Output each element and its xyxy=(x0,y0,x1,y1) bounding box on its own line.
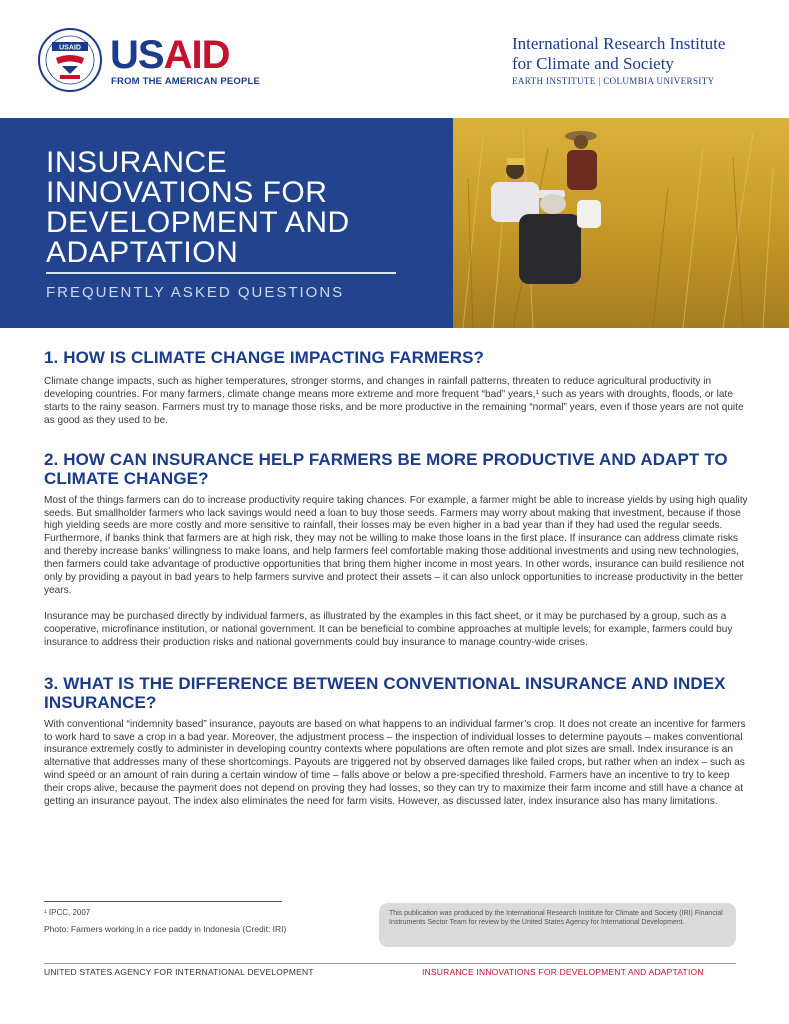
answer-paragraph-3: With conventional “indemnity based” insurance, payouts are based on what happens to an individual farmer’s crop. It does not create an incentive for farmers to work hard to save a crop in a bad year. Moreover, the adjustment process – the inspection of individual losses to determine payouts – makes conventional insurance extremely costly to administer in developing country contexts where populations are often remote and plot sizes are small. Index insurance is an alternative that addresses many of these shortcomings. Payouts are triggered not by observed damages like failed crops, but rather when an index – such as wind speed or an amount of rain during a certain window of time – falls above or below a pre-specified threshold. Farmers have an incentive to try to keep their crops alive, because the payment does not depend on proving they had losses, so they can try to maximize their farm income and still have a chance at getting an insurance payout. The index also eliminates the need for farm visits. However, as discussed later, index insurance also has many limitations. xyxy=(44,718,746,808)
document-title: INSURANCE INNOVATIONS FOR DEVELOPMENT AND ADAPTATION xyxy=(46,146,350,269)
footer-divider xyxy=(44,963,736,964)
answer-paragraph-2b: Insurance may be purchased directly by individual farmers, as illustrated by the examples in this fact sheet, or it may be purchased by a group, such as a cooperative, microfinance institution, or national government. It can be beneficial to combine approaches at multiple levels; for example, farmers could buy insurance to address their production risks and national governments could buy insurance to manage country-wide crises. xyxy=(44,610,733,648)
banner-blue-panel xyxy=(0,118,453,328)
usaid-wordmark xyxy=(110,35,229,75)
iri-logo xyxy=(512,34,762,86)
question-heading-1: 1. HOW IS CLIMATE CHANGE IMPACTING FARMERS? xyxy=(44,348,484,367)
page-header xyxy=(0,0,789,118)
footnote-divider xyxy=(44,901,282,902)
iri-affiliation: EARTH INSTITUTE | COLUMBIA UNIVERSITY xyxy=(512,76,715,86)
question-heading-2: 2. HOW CAN INSURANCE HELP FARMERS BE MORE PRODUCTIVE AND ADAPT TO CLIMATE CHANGE? xyxy=(44,449,728,488)
iri-name-line2: for Climate and Society xyxy=(512,54,674,73)
answer-paragraph-1: Climate change impacts, such as higher temperatures, stronger storms, and changes in rainfall patterns, threaten to reduce agricultural productivity in developing countries. For many farmers, climate change means more extreme and more frequent “bad” years,¹ such as years with droughts, floods, or late starts to the rainy season. Farmers must try to manage those risks, and be more productive in the remaining “normal” years, even if those years are not quite as good as they used to be. xyxy=(44,376,744,426)
main-content xyxy=(44,348,748,809)
usaid-seal-icon xyxy=(38,28,102,92)
seal-text: USAID xyxy=(59,44,81,52)
answer-paragraph-2a: Most of the things farmers can do to increase productivity require taking chances. For example, a farmer might be able to increase yields by using high quality seeds. But smallholder farmers who lack savings would need a loan to buy those seeds. Farmers may worry about making that investment, because if those high yielding seeds are more costly and more sensitive to rainfall, their losses may be even higher in a bad year than if they had used the regular seeds. Furthermore, if banks think that farmers are at high risk, they may not be willing to make those loans in the first place. If insurance can address climate risks and thereby increase banks’ willingness to make loans, and help farmers feel comfortable making those additional investments and using new technologies, then farmers could take advantage of productive opportunities that bring them higher income in most years. In other words, insurance can build resilience not only by providing a payout in bad years to help farmers survive and protect their assets – it can also unlock opportunities to increase productivity in the better years. xyxy=(44,494,748,596)
banner-divider xyxy=(46,272,396,274)
usaid-us-text: US xyxy=(110,33,164,77)
iri-name-line1: International Research Institute xyxy=(512,34,726,53)
footnote-1: ¹ IPCC, 2007 xyxy=(44,908,91,917)
footer-agency: UNITED STATES AGENCY FOR INTERNATIONAL DEVELOPMENT xyxy=(44,967,314,977)
rice-paddy-illustration xyxy=(453,118,789,328)
document-subtitle: FREQUENTLY ASKED QUESTIONS xyxy=(46,284,345,301)
footer-title: INSURANCE INNOVATIONS FOR DEVELOPMENT AND ADAPTATION xyxy=(422,967,704,977)
farmers-rice-paddy-photo xyxy=(453,118,789,328)
usaid-tagline: FROM THE AMERICAN PEOPLE xyxy=(111,76,261,87)
usaid-aid-text: AID xyxy=(163,33,230,77)
title-banner xyxy=(0,118,789,328)
question-heading-3: 3. WHAT IS THE DIFFERENCE BETWEEN CONVENTIONAL INSURANCE AND INDEX INSURANCE? xyxy=(44,673,726,712)
photo-credit: Photo: Farmers working in a rice paddy in Indonesia (Credit: IRI) xyxy=(44,924,287,934)
publication-note: This publication was produced by the International Research Institute for Climate and Society (IRI) Financial Instruments Sector Team for review by the United States Agency for International Development. xyxy=(379,903,736,947)
